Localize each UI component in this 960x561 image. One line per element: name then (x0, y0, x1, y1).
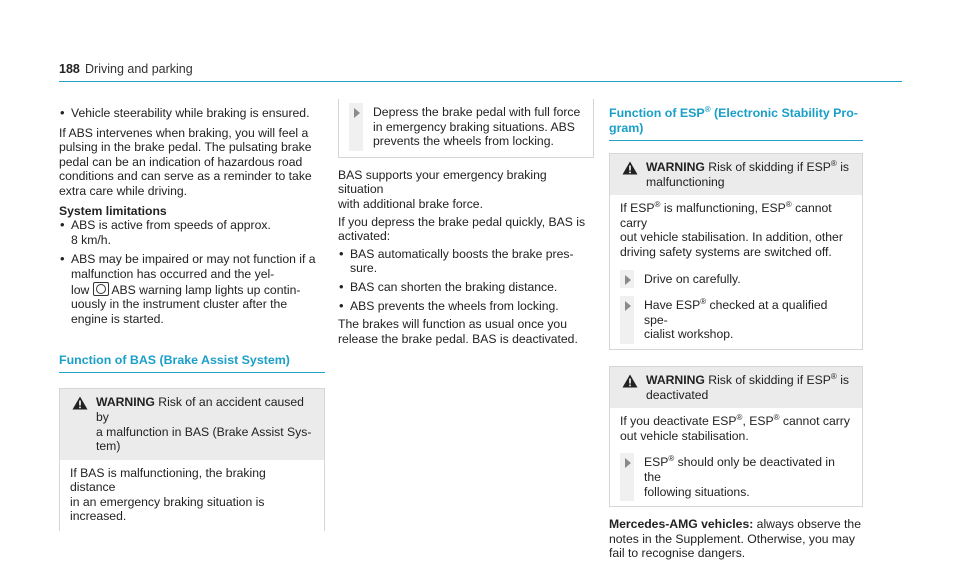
warning-body: If BAS is malfunctioning, the braking distance in an emergency braking situation is increased. (70, 465, 266, 524)
warning-triangle-icon (72, 396, 88, 410)
list-item: • BAS automatically boosts the brake pres- sure. (338, 247, 594, 276)
warning-triangle-icon (622, 161, 638, 175)
list-item: • ABS prevents the wheels from locking. (338, 299, 594, 314)
action-step: Drive on carefully. (620, 272, 852, 287)
abs-warning-lamp-icon (93, 282, 109, 296)
section-rule (609, 140, 863, 141)
page-header (59, 62, 902, 82)
list-item: • ABS may be impaired or may not function if a malfunction has occurred and the yel- low ABS warning lamp lights up contin- uously in the instrument cluster after the engine is started. (59, 252, 325, 326)
action-arrow-icon (625, 275, 631, 285)
abs-action-box (338, 99, 594, 158)
list-item: • ABS is active from speeds of approx. 8 km/h. (59, 218, 325, 247)
column-right (609, 106, 863, 561)
warning-label: WARNING (96, 395, 155, 410)
action-arrow-icon (625, 301, 631, 311)
warning-header: WARNING Risk of an accident caused by a malfunction in BAS (Brake Assist Sys- tem) (60, 389, 324, 459)
list-item: • BAS can shorten the braking distance. (338, 280, 594, 295)
action-step: ESP® should only be deactivated in the following situations. (620, 455, 852, 499)
bas-warning-box (59, 388, 325, 531)
bas-section (59, 353, 325, 373)
brakes-paragraph: The brakes will function as usual once you release the brake pedal. BAS is deactivated. (338, 317, 578, 346)
bas-activation-paragraph: If you depress the brake pedal quickly, BAS is activated: (338, 214, 586, 244)
warning-body: If ESP® is malfunctioning, ESP® cannot carry out vehicle stabilisation. In addition, other driving safety systems are switched off. Drive on carefully. Have ESP® checked at a qualified spe- cialist workshop. (610, 195, 862, 349)
bas-supports-paragraph: BAS supports your emergency braking situation with additional brake force. (338, 167, 547, 211)
esp-malfunction-warning-box (609, 153, 863, 350)
column-left (59, 106, 325, 531)
abs-paragraph: If ABS intervenes when braking, you will feel a pulsing in the brake pedal. The pulsating brake pedal can be an indication of hazardous road conditions and can serve as a reminder to take extra care while driving. (59, 125, 312, 198)
action-step: Depress the brake pedal with full force in emergency braking situations. ABS prevents the wheels from locking. (349, 105, 585, 149)
bas-section-title: Function of BAS (Brake Assist System) (59, 353, 290, 368)
list-item: • Vehicle steerability while braking is ensured. (59, 106, 325, 121)
esp-section-title: Function of ESP® (Electronic Stability Pro- gram) (609, 104, 858, 135)
amg-note: Mercedes-AMG vehicles: always observe the notes in the Supplement. Otherwise, you may fail to recognise dangers. (609, 517, 861, 561)
warning-triangle-icon (622, 374, 638, 388)
header-rule (59, 81, 902, 82)
warning-header: WARNING Risk of skidding if ESP® is malfunctioning (610, 154, 862, 195)
section-rule (59, 372, 325, 373)
action-step: Have ESP® checked at a qualified spe- cialist workshop. (620, 298, 852, 342)
warning-body: If you deactivate ESP®, ESP® cannot carry out vehicle stabilisation. ESP® should only be deactivated in the following situations. (610, 408, 862, 506)
chapter-title: Driving and parking (85, 62, 193, 76)
esp-deactivated-warning-box (609, 366, 863, 507)
warning-header: WARNING Risk of skidding if ESP® is deactivated (610, 367, 862, 408)
page-number: 188 (59, 62, 80, 76)
action-arrow-icon (625, 458, 631, 468)
warning-label: WARNING (646, 160, 705, 174)
column-middle (338, 99, 594, 346)
warning-label: WARNING (646, 372, 705, 387)
esp-section (609, 106, 863, 141)
action-arrow-icon (354, 108, 360, 118)
system-limitations-heading: System limitations (59, 203, 167, 218)
warning-text: Risk of an accident caused by (96, 395, 304, 424)
